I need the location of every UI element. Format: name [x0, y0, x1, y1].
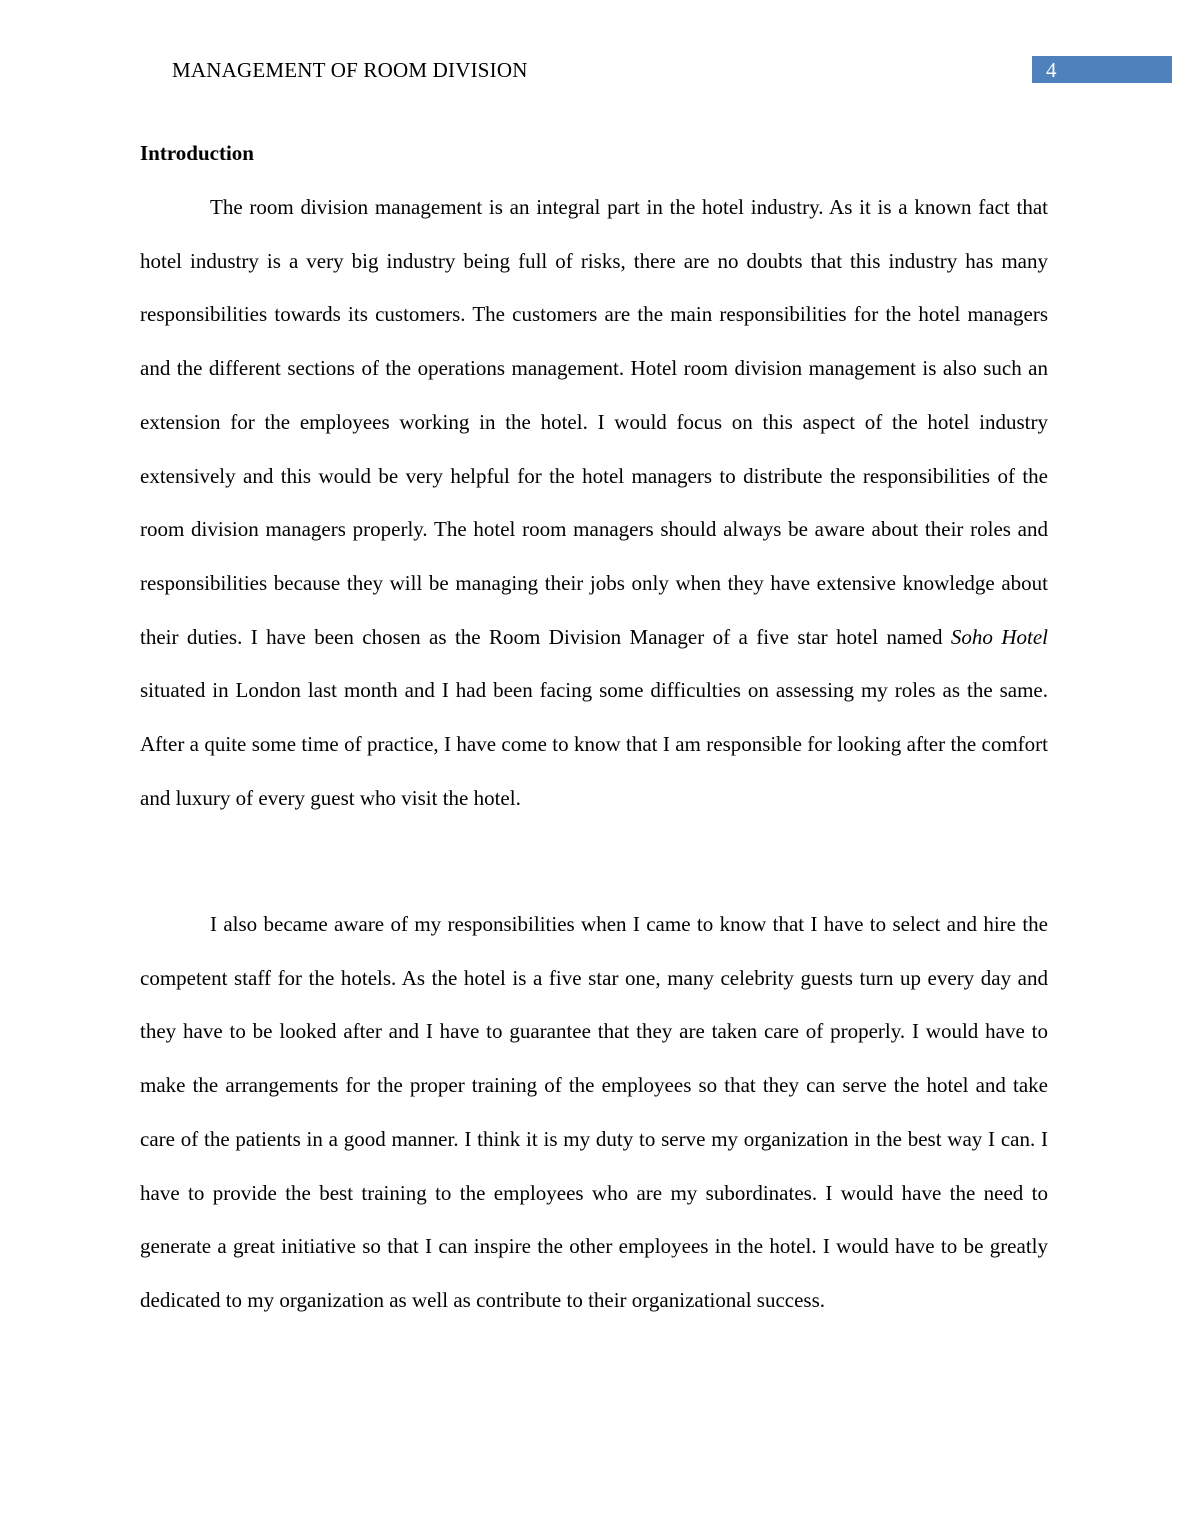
hotel-name-italic: Soho Hotel	[950, 624, 1049, 649]
page-number: 4	[1046, 58, 1057, 82]
paragraph-1-text-end: situated in London last month and I had been facing some difficulties on assessing my roles as the same. After a quite some time of practice, I have come to know that I am responsible for looking after the comfort and luxury of every guest who visit the hotel.	[140, 678, 1048, 810]
paragraph-1-text-start: The room division management is an integral part in the hotel industry. As it is a known fact that hotel industry is a very big industry being full of risks, there are no doubts that this industry has many responsibilities towards its customers. The customers are the main responsibilities for the hotel managers and the different sections of the operations management. Hotel room division management is also such an extension for the employees working in the hotel. I would focus on this aspect of the hotel industry extensively and this would be very helpful for the hotel managers to distribute the responsibilities of the room division managers properly. The hotel room managers should always be aware about their roles and responsibilities because they will be managing their jobs only when they have extensive knowledge about their duties. I have been chosen as the Room Division Manager of a five star hotel named	[140, 195, 1048, 649]
running-head: MANAGEMENT OF ROOM DIVISION	[172, 58, 528, 82]
section-heading: Introduction	[140, 141, 254, 165]
body-paragraph-2: I also became aware of my responsibilities when I came to know that I have to select and hire the competent staff for the hotels. As the hotel is a five star one, many celebrity guests turn up every day and they have to be looked after and I have to guarantee that they are taken care of properly. I would have to make the arrangements for the proper training of the employees so that they can serve the hotel and take care of the patients in a good manner. I think it is my duty to serve my organization in the best way I can. I have to provide the best training to the employees who are my subordinates. I would have the need to generate a great initiative so that I can inspire the other employees in the hotel. I would have to be greatly dedicated to my organization as well as contribute to their organizational success.	[140, 912, 1048, 1312]
page-number-box	[1032, 56, 1172, 83]
body-paragraph-1	[140, 181, 1048, 825]
